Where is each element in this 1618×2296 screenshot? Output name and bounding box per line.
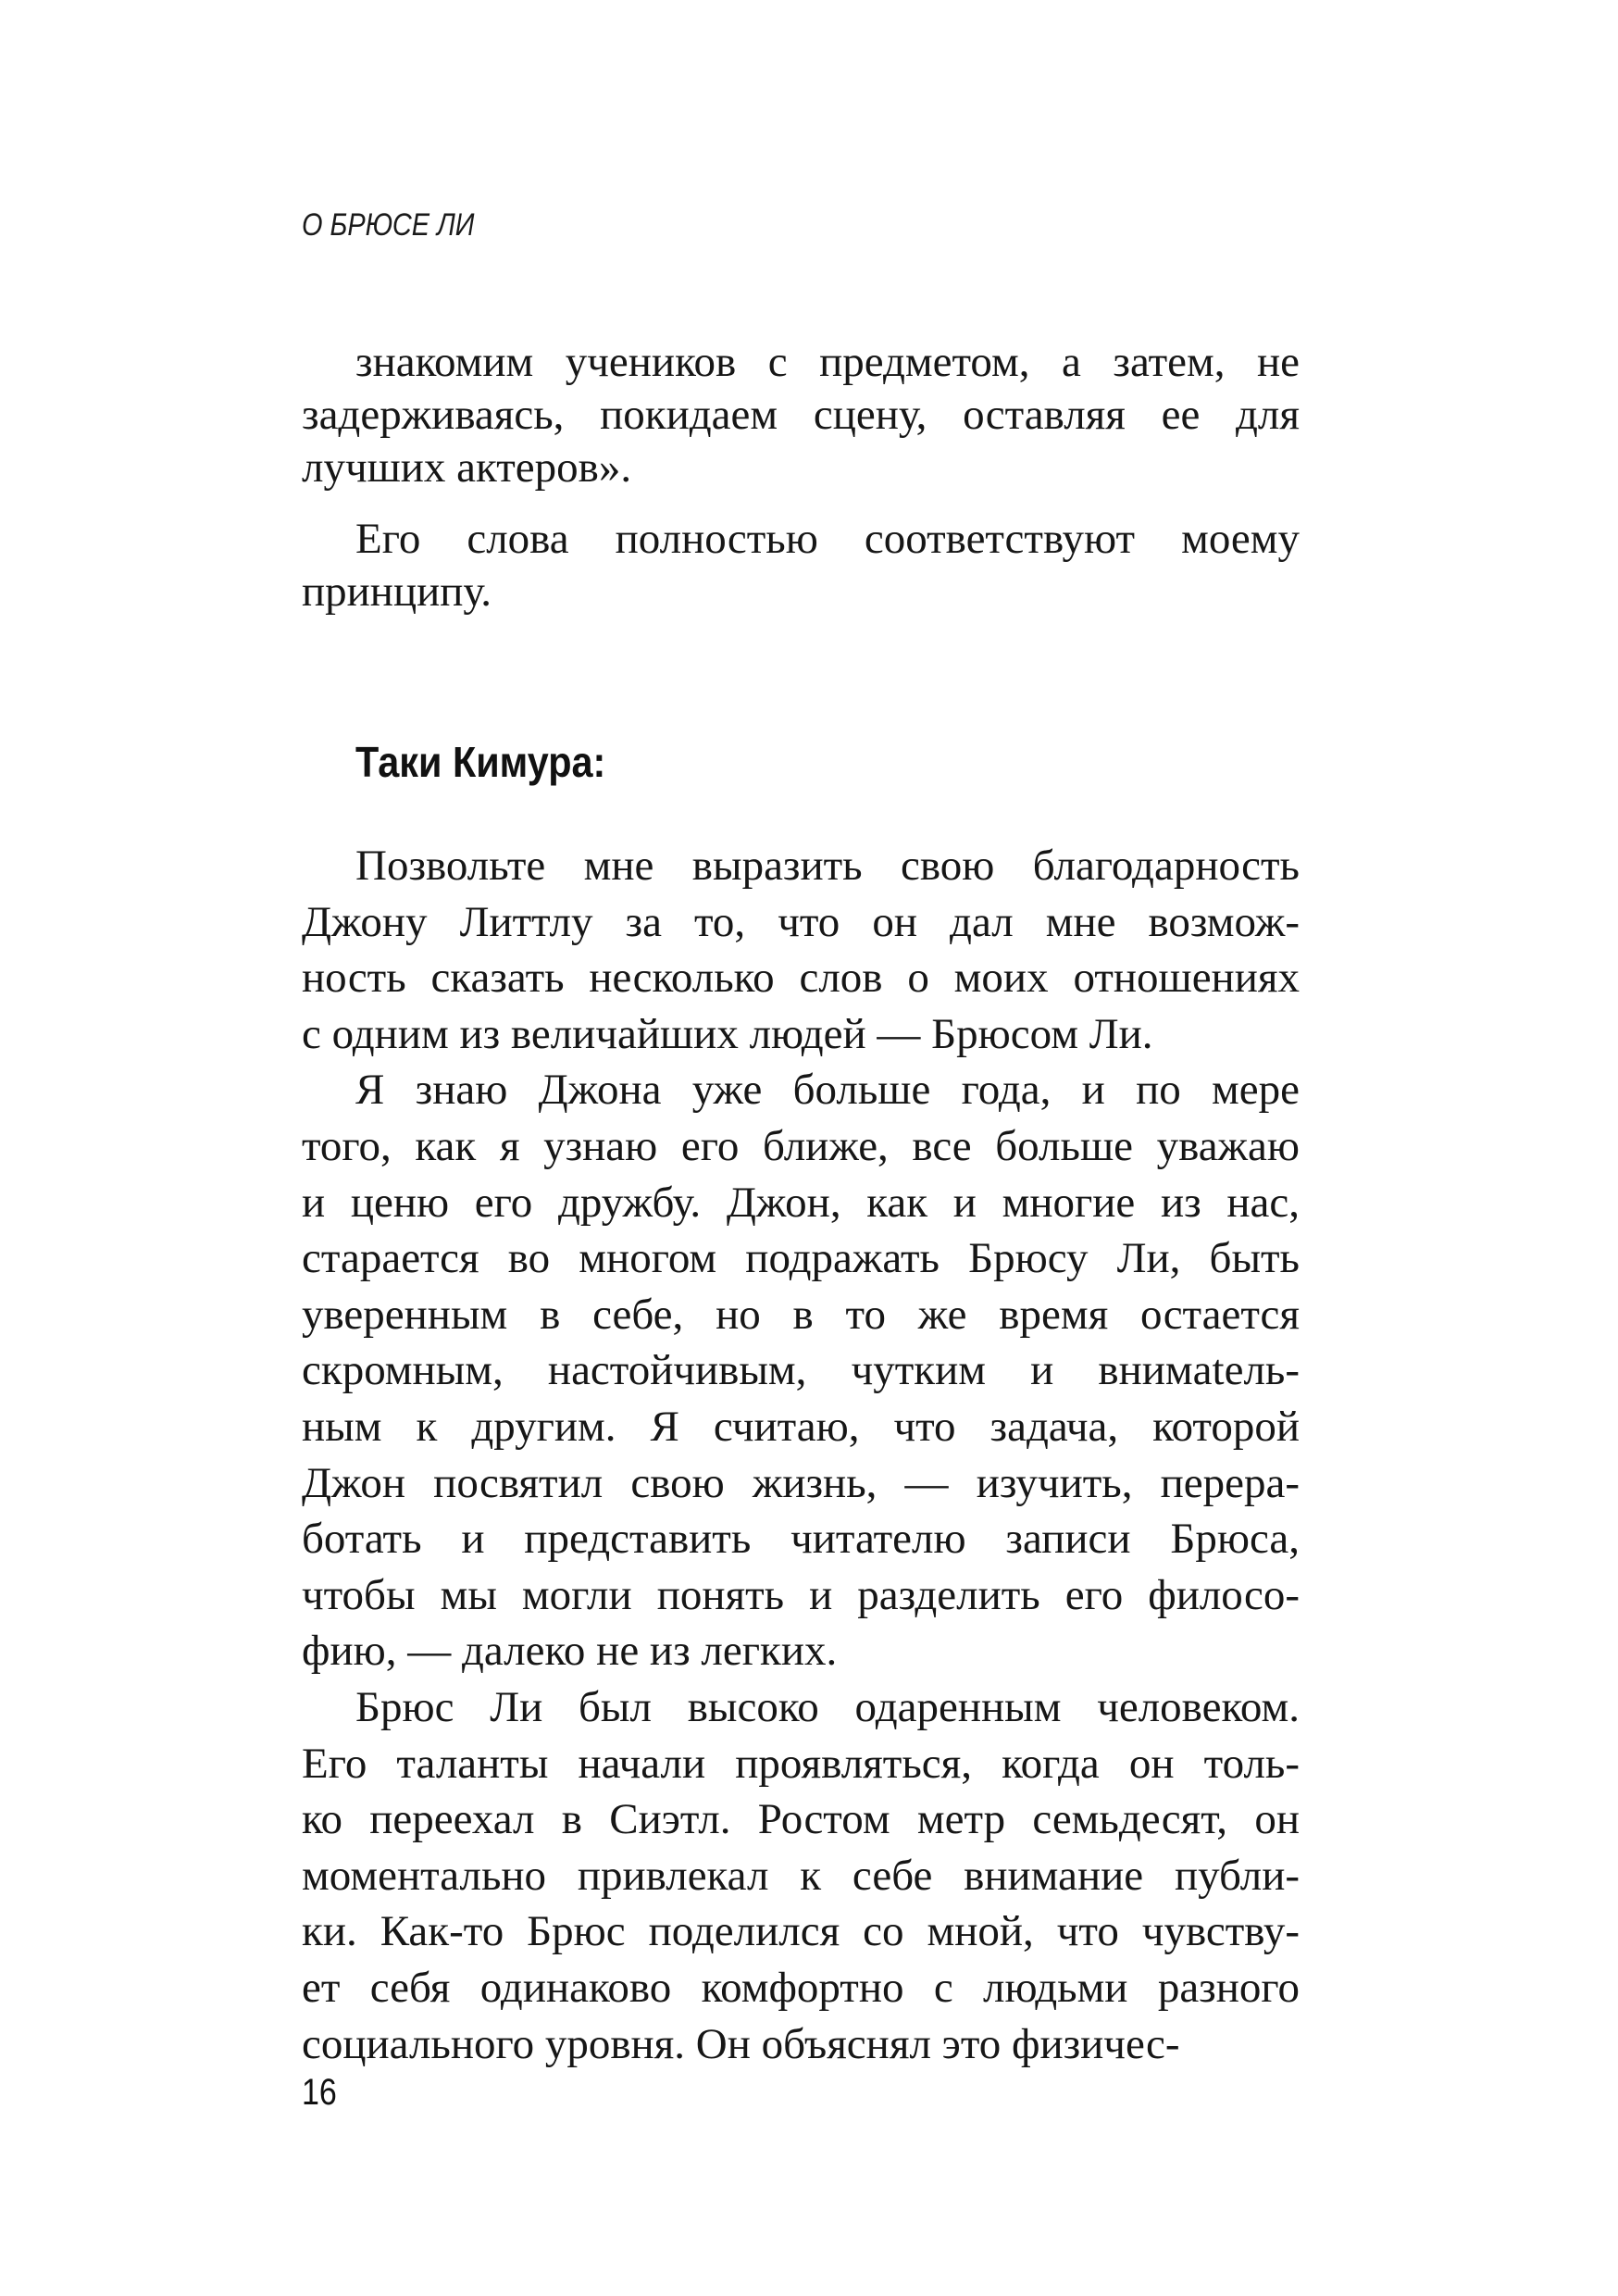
text-line: Джон посвятил свою жизнь, — изучить, перера- [302, 1459, 1300, 1507]
text-line: ным к другим. Я считаю, что задача, которой [302, 1403, 1300, 1451]
text-line: лучших актеров». [302, 443, 632, 492]
text-line: с одним из величайших людей — Брюсом Ли. [302, 1010, 1153, 1058]
text-line: Я знаю Джона уже больше года, и по мере [355, 1066, 1300, 1114]
text-line: ботать и представить читателю записи Брюса, [302, 1515, 1300, 1563]
text-line: и ценю его дружбу. Джон, как и многие из нас, [302, 1179, 1300, 1227]
text-line: задерживаясь, покидаем сцену, оставляя ее для [302, 391, 1300, 439]
text-line: скромным, настойчивым, чутким и внимatель- [302, 1346, 1300, 1394]
text-line: Джону Литтлу за то, что он дал мне возмож- [302, 898, 1300, 946]
text-line: знакомим учеников с предметом, а затем, не [355, 338, 1300, 386]
text-line: того, как я узнаю его ближе, все больше уважаю [302, 1122, 1300, 1170]
text-line: ет себя одинаково комфортно с людьми разного [302, 1964, 1300, 2012]
text-line: Его таланты начали проявляться, когда он толь- [302, 1740, 1300, 1788]
text-line: уверенным в себе, но в то же время остается [302, 1291, 1300, 1339]
section-heading: Таки Кимура: [355, 738, 606, 786]
text-line: Его слова полностью соответствуют моему [355, 515, 1300, 563]
text-line: ки. Как-то Брюс поделился со мной, что чувству- [302, 1907, 1300, 1955]
text-line: ность сказать несколько слов о моих отношениях [302, 954, 1300, 1002]
text-line: чтобы мы могли понять и разделить его филосо- [302, 1571, 1300, 1619]
page-number: 16 [302, 2072, 337, 2113]
text-line: Брюс Ли был высоко одаренным человеком. [355, 1683, 1300, 1731]
text-line: фию, — далеко не из легких. [302, 1627, 838, 1675]
text-line: Позвольте мне выразить свою благодарность [355, 842, 1300, 890]
running-head: О БРЮСЕ ЛИ [302, 207, 475, 243]
text-line: ко переехал в Сиэтл. Ростом метр семьдесят, он [302, 1795, 1300, 1843]
text-line: старается во многом подражать Брюсу Ли, быть [302, 1234, 1300, 1282]
text-line: принципу. [302, 568, 492, 616]
text-line: социального уровня. Он объяснял это физичес- [302, 2020, 1180, 2068]
text-line: моментально привлекал к себе внимание публи- [302, 1852, 1300, 1900]
